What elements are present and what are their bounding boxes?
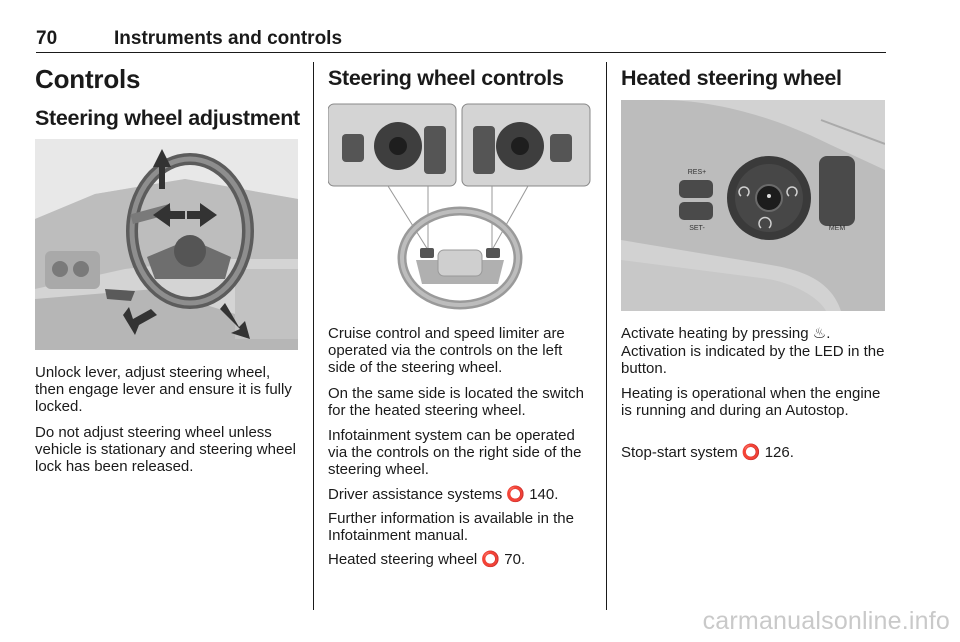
controls-paragraph-3: Infotainment system can be operated via the controls on the right side of the steering wheel.	[328, 427, 582, 478]
controls-paragraph-4: Driver assistance systems ⭕ 140.	[328, 486, 559, 503]
heated-paragraph-2: Activation is indicated by the LED in the button.	[621, 343, 885, 377]
res-label: RES+	[687, 169, 707, 176]
column-divider-left	[313, 62, 314, 610]
steering-adjustment-heading: Steering wheel adjustment	[35, 106, 300, 130]
set-label: SET-	[689, 225, 705, 232]
controls-heading: Controls	[35, 64, 141, 94]
adjustment-paragraph-1: Unlock lever, adjust steering wheel, then engage lever and ensure it is fully locked.	[35, 364, 292, 415]
heated-wheel-illustration	[621, 100, 885, 311]
adjustment-paragraph-2: Do not adjust steering wheel unless vehicle is stationary and steering wheel lock has been released.	[35, 424, 296, 475]
watermark: carmanualsonline.info	[702, 607, 950, 635]
controls-paragraph-6: Heated steering wheel ⭕ 70.	[328, 551, 526, 568]
heated-paragraph-3: Heating is operational when the engine is running and during an Autostop.	[621, 385, 881, 419]
steering-adjustment-illustration	[35, 139, 298, 350]
steering-controls-illustration	[328, 100, 591, 311]
controls-paragraph-5: Further information is available in the Infotainment manual.	[328, 510, 574, 544]
heated-paragraph-4: Stop-start system ⭕ 126.	[621, 444, 794, 461]
heated-wheel-heading: Heated steering wheel	[621, 66, 842, 90]
section-title: Instruments and controls	[114, 28, 343, 49]
controls-paragraph-1: Cruise control and speed limiter are operated via the controls on the left side of the steering wheel.	[328, 325, 565, 376]
controls-paragraph-2: On the same side is located the switch for the heated steering wheel.	[328, 385, 584, 419]
steering-controls-heading: Steering wheel controls	[328, 66, 564, 90]
heated-paragraph-1: Activate heating by pressing ♨.	[621, 325, 831, 342]
mem-label: MEM	[828, 225, 846, 232]
column-divider-right	[606, 62, 607, 610]
page-number: 70	[36, 28, 58, 49]
header-rule	[36, 52, 886, 53]
